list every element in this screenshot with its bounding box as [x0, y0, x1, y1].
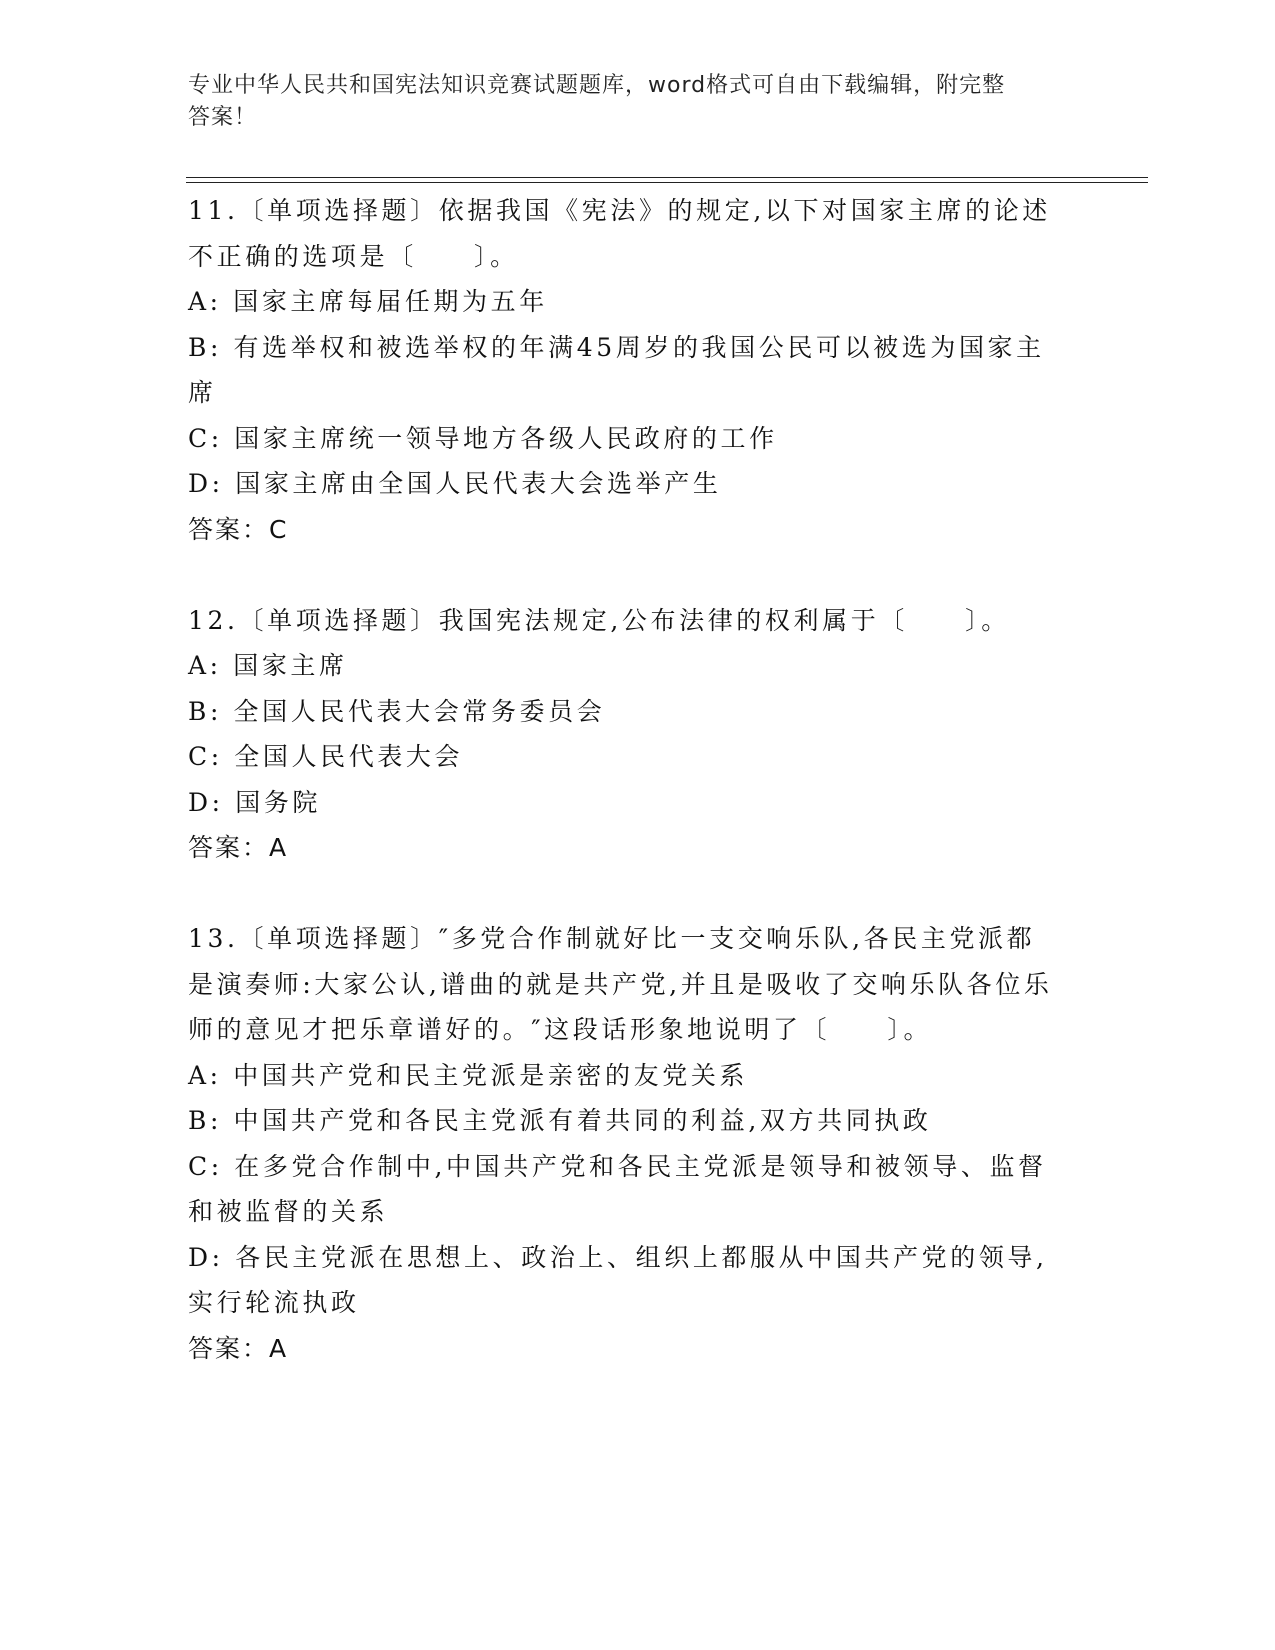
option-c: C: 全国人民代表大会: [188, 742, 464, 771]
option-c: C: 国家主席统一领导地方各级人民政府的工作: [188, 423, 778, 453]
question-12: [188, 598, 1088, 871]
question-stem: 不正确的选项是〔 〕。: [188, 241, 519, 271]
option-a: A: 中国共产党和民主党派是亲密的友党关系: [188, 1060, 749, 1090]
answer: 答案：C: [188, 514, 289, 544]
question-13: [188, 916, 1088, 1371]
option-b-continued: 席: [188, 378, 217, 407]
spacer: [188, 871, 1088, 917]
header-line-1: 专业中华人民共和国宪法知识竞赛试题题库，word格式可自由下载编辑，附完整: [188, 73, 1006, 98]
option-a: A: 国家主席每届任期为五年: [188, 287, 548, 316]
option-d: D: 国务院: [188, 787, 322, 817]
option-d-continued: 实行轮流执政: [188, 1288, 360, 1317]
answer: 答案：A: [188, 833, 289, 862]
question-stem: 13.〔单项选择题〕″多党合作制就好比一支交响乐队,各民主党派都: [188, 924, 1036, 953]
option-c: C: 在多党合作制中,中国共产党和各民主党派是领导和被领导、监督: [188, 1151, 1047, 1181]
option-b: B: 有选举权和被选举权的年满45周岁的我国公民可以被选为国家主: [188, 332, 1045, 362]
option-d: D: 国家主席由全国人民代表大会选举产生: [188, 469, 722, 498]
option-b: B: 中国共产党和各民主党派有着共同的利益,双方共同执政: [188, 1106, 932, 1135]
answer: 答案：A: [188, 1333, 289, 1363]
question-stem: 12.〔单项选择题〕我国宪法规定,公布法律的权利属于〔 〕。: [188, 605, 1010, 635]
option-c-continued: 和被监督的关系: [188, 1197, 389, 1226]
option-d: D: 各民主党派在思想上、政治上、组织上都服从中国共产党的领导,: [188, 1242, 1048, 1272]
question-stem: 师的意见才把乐章谱好的。″这段话形象地说明了〔 〕。: [188, 1015, 933, 1044]
spacer: [188, 552, 1088, 598]
question-stem: 11.〔单项选择题〕依据我国《宪法》的规定,以下对国家主席的论述: [188, 196, 1051, 225]
option-b: B: 全国人民代表大会常务委员会: [188, 696, 606, 726]
header-line-2: 答案！: [188, 105, 258, 130]
header-divider-top: [186, 177, 1148, 178]
option-a: A: 国家主席: [188, 651, 348, 680]
document-header: [188, 70, 1088, 134]
question-list: [188, 188, 1088, 1371]
question-stem: 是演奏师:大家公认,谱曲的就是共产党,并且是吸收了交响乐队各位乐: [188, 969, 1053, 999]
header-divider-bottom: [186, 182, 1148, 183]
question-11: [188, 188, 1088, 552]
